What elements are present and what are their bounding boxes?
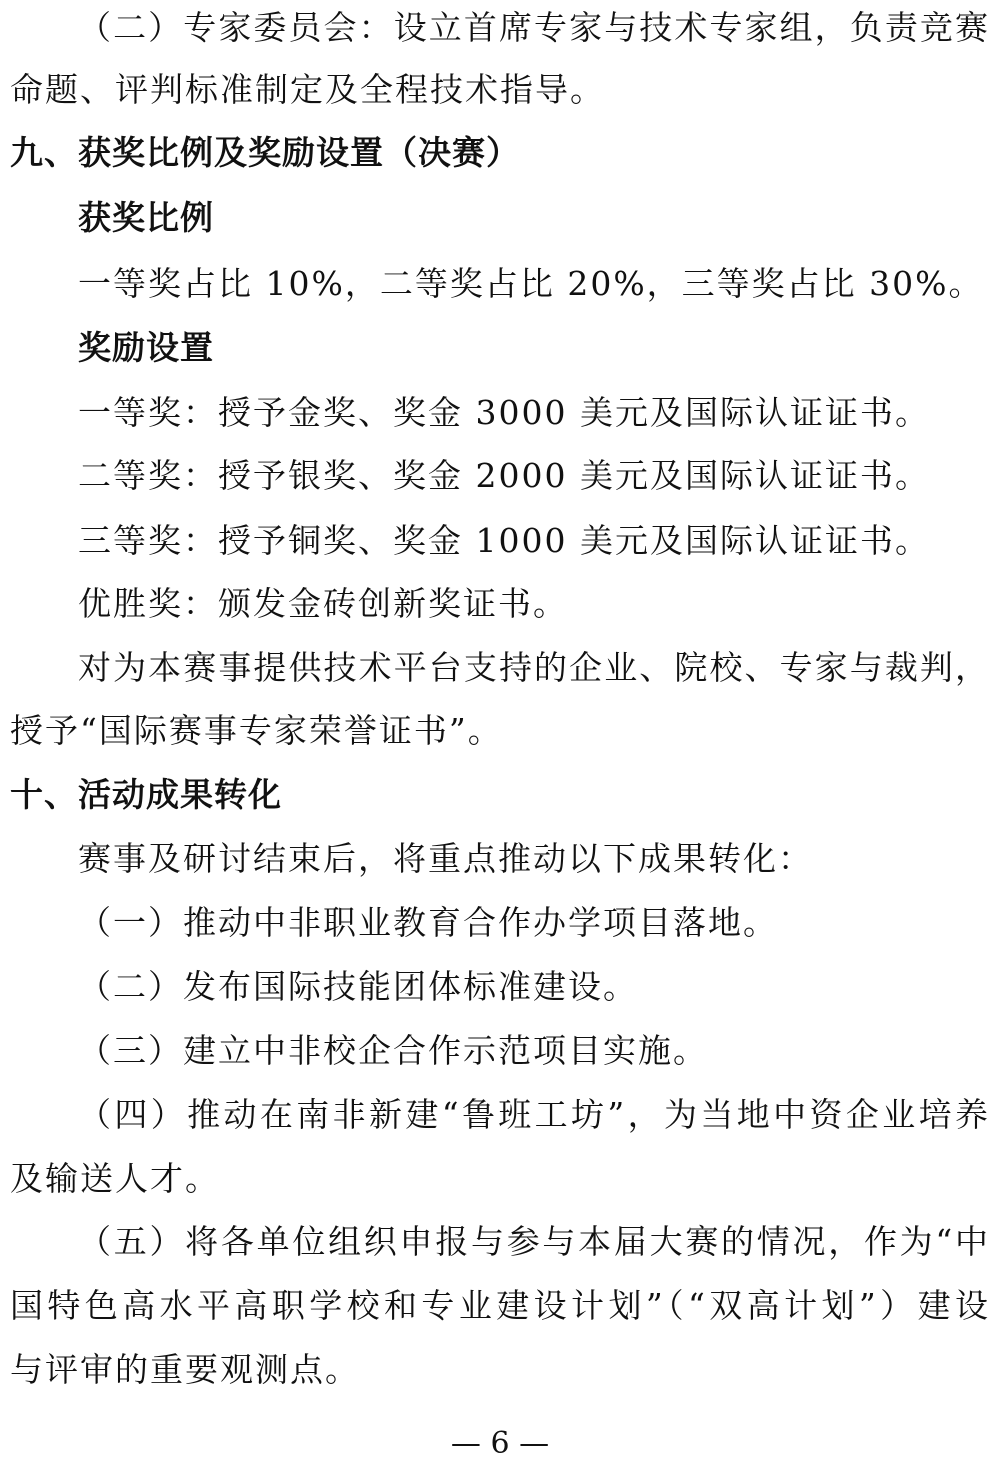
paragraph-line: 三等奖：授予铜奖、奖金 1000 美元及国际认证证书。 [78, 521, 930, 560]
section-heading-10: 十、活动成果转化 [10, 775, 282, 814]
subheading-award-settings: 奖励设置 [78, 328, 214, 367]
paragraph-line: 一等奖占比 10%，二等奖占比 20%，三等奖占比 30%。 [78, 264, 984, 303]
paragraph-line: （五）将各单位组织申报与参与本届大赛的情况，作为“中 [78, 1222, 988, 1261]
paragraph-line: 二等奖：授予银奖、奖金 2000 美元及国际认证证书。 [78, 456, 930, 495]
section-heading-9: 九、获奖比例及奖励设置（决赛） [10, 133, 520, 172]
paragraph-line: 一等奖：授予金奖、奖金 3000 美元及国际认证证书。 [78, 393, 930, 432]
page-number: — 6 — [450, 1426, 550, 1461]
paragraph-line: 国特色高水平高职学校和专业建设计划”（“双高计划”）建设 [10, 1286, 988, 1325]
paragraph-line: 优胜奖：颁发金砖创新奖证书。 [78, 584, 568, 623]
paragraph-line: 对为本赛事提供技术平台支持的企业、院校、专家与裁判， [78, 648, 988, 687]
paragraph-line: （四）推动在南非新建“鲁班工坊”，为当地中资企业培养 [78, 1095, 988, 1134]
paragraph-line: 及输送人才。 [10, 1159, 220, 1198]
paragraph-line: （二）专家委员会：设立首席专家与技术专家组，负责竞赛 [78, 8, 988, 47]
subheading-award-ratio: 获奖比例 [78, 198, 214, 237]
paragraph-line: 授予“国际赛事专家荣誉证书”。 [10, 711, 503, 750]
paragraph-line: 与评审的重要观测点。 [10, 1350, 360, 1389]
paragraph-line: （三）建立中非校企合作示范项目实施。 [78, 1031, 708, 1070]
paragraph-line: 赛事及研讨结束后，将重点推动以下成果转化： [78, 839, 813, 878]
paragraph-line: 命题、评判标准制定及全程技术指导。 [10, 70, 605, 109]
paragraph-line: （一）推动中非职业教育合作办学项目落地。 [78, 903, 778, 942]
paragraph-line: （二）发布国际技能团体标准建设。 [78, 967, 638, 1006]
